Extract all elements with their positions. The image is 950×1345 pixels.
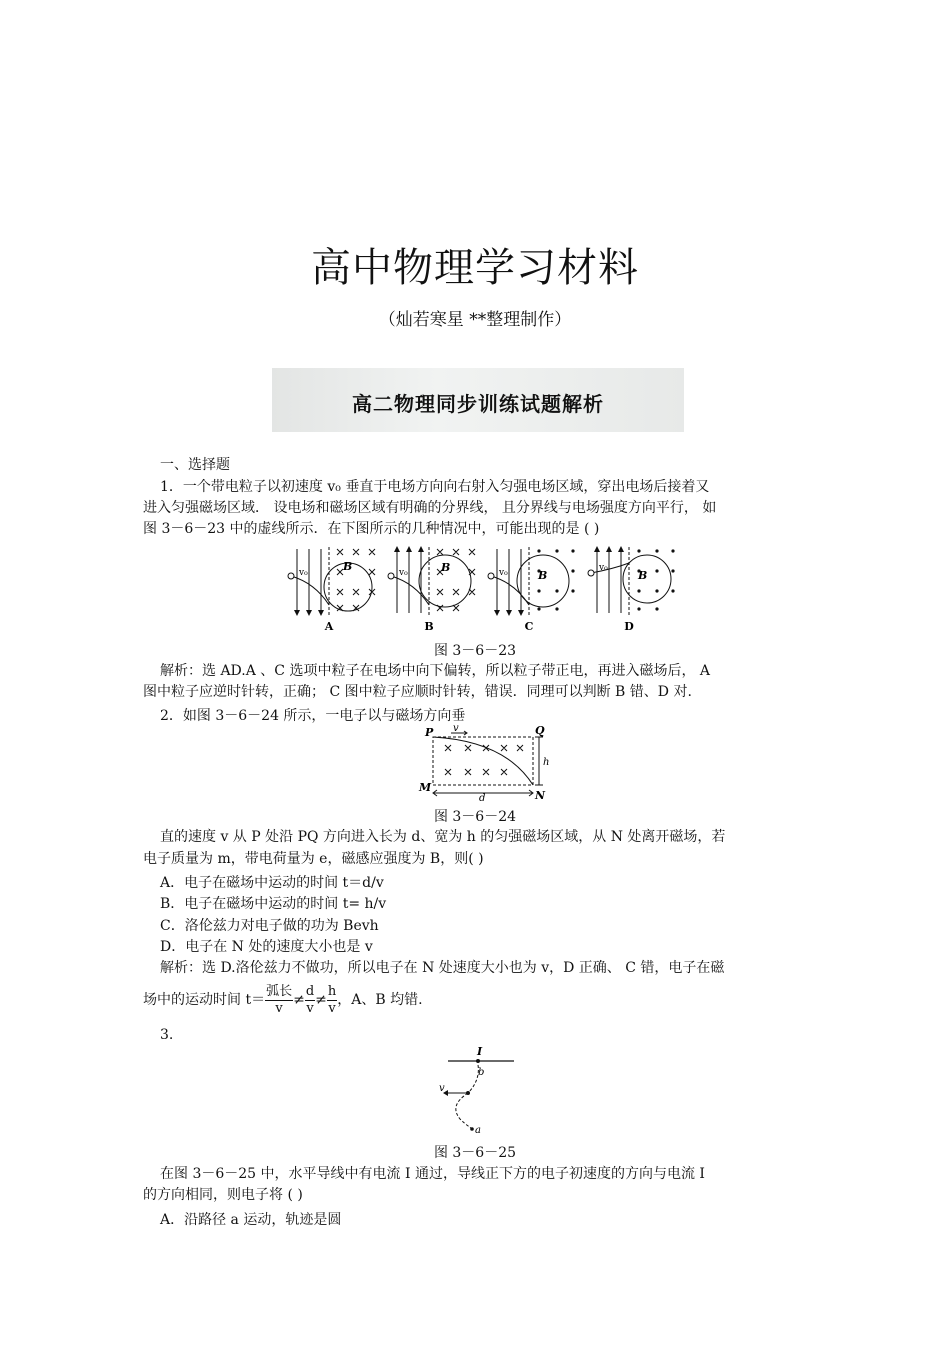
label-v: v — [439, 1083, 445, 1094]
label-b: b — [478, 1067, 485, 1078]
q2-stem-line3: 电子质量为 m，带电荷量为 e，磁感应强度为 B，则( ) — [143, 851, 484, 867]
option-label-b: B — [424, 620, 434, 633]
banner-image — [272, 368, 684, 432]
label-d: d — [479, 793, 486, 803]
option-label-d: D — [624, 620, 634, 633]
b-label-b: B — [441, 561, 451, 574]
figure-panel-b — [388, 547, 475, 633]
q2-option-b: B．电子在磁场中运动的时间 t= h/v — [160, 896, 387, 912]
label-h: h — [543, 757, 550, 768]
q2-option-c: C．洛伦兹力对电子做的功为 Bevh — [160, 918, 379, 934]
b-label-c: B — [538, 569, 548, 582]
q2-stem-line2: 直的速度 v 从 P 处沿 PQ 方向进入长为 d、宽为 h 的匀强磁场区域，从 N 处离开磁场，若 — [160, 829, 726, 845]
figure-3-6-24 — [415, 725, 555, 803]
q3-number: 3. — [160, 1027, 174, 1043]
neq-sign: ≠ — [293, 992, 305, 1008]
figure-caption-3-6-24: 图 3－6－24 — [433, 809, 517, 825]
label-v: v — [453, 725, 459, 734]
v0-label-c: v₀ — [499, 568, 508, 578]
q2-analysis-prefix: 场中的运动时间 t＝ — [143, 992, 266, 1008]
section-heading: 一、选择题 — [160, 457, 230, 473]
b-label-a: B — [343, 560, 353, 573]
q3-stem-line1: 在图 3－6－25 中，水平导线中有电流 I 通过，导线正下方的电子初速度的方向与电流 I — [160, 1166, 705, 1182]
q1-analysis-line2: 图中粒子应逆时针转，正确； C 图中粒子应顺时针转，错误．同理可以判断 B 错、D 对. — [143, 684, 692, 700]
q2-analysis-suffix: ，A、B 均错. — [337, 992, 423, 1008]
fraction-d-over-v: $\frac{d}{v}$ — [305, 983, 315, 1016]
label-p: P — [425, 726, 434, 739]
q1-line3: 图 3－6－23 中的虚线所示．在下图所示的几种情况中，可能出现的是 ( ) — [143, 521, 600, 537]
figure-caption-3-6-25: 图 3－6－25 — [433, 1145, 517, 1161]
fraction-h-over-v: $\frac{h}{v}$ — [327, 983, 337, 1016]
label-n: N — [535, 789, 546, 802]
q3-option-a: A．沿路径 a 运动，轨迹是圆 — [160, 1212, 342, 1228]
fraction-arc-over-v: $\frac{\text{弧长}}{v}$ — [266, 983, 293, 1016]
subtitle: （灿若寒星 **整理制作） — [378, 310, 572, 330]
v0-label-a: v₀ — [299, 568, 308, 578]
option-label-c: C — [524, 620, 534, 633]
q2-analysis-line1: 解析：选 D.洛伦兹力不做功，所以电子在 N 处速度大小也为 v，D 正确、 C 错，电子在磁 — [160, 960, 725, 976]
q2-option-a: A．电子在磁场中运动的时间 t＝d/v — [160, 875, 384, 891]
label-a: a — [475, 1125, 481, 1136]
figure-3-6-25 — [430, 1043, 520, 1137]
q1-analysis-line1: 解析：选 AD.A 、C 选项中粒子在电场中向下偏转，所以粒子带正电，再进入磁场后， A — [160, 663, 711, 679]
b-label-d: B — [638, 569, 648, 582]
figure-panel-d — [588, 547, 675, 633]
q2-analysis-line2 — [143, 980, 423, 1020]
q2-stem-line1: 2．如图 3－6－24 所示，一电子以与磁场方向垂 — [160, 708, 466, 724]
q2-option-d: D．电子在 N 处的速度大小也是 v — [160, 939, 373, 955]
figure-3-6-23 — [285, 543, 675, 635]
q1-line2: 进入匀强磁场区域． 设电场和磁场区域有明确的分界线， 且分界线与电场强度方向平行， 如 — [143, 500, 717, 516]
figure-caption-3-6-23: 图 3－6－23 — [433, 643, 517, 659]
main-title: 高中物理学习材料 — [311, 245, 639, 291]
option-label-a: A — [324, 620, 334, 633]
label-q: Q — [535, 725, 545, 737]
v0-label-d: v₀ — [599, 563, 608, 573]
v0-label-b: v₀ — [399, 568, 408, 578]
label-i: I — [477, 1045, 483, 1058]
q1-line1: 1．一个带电粒子以初速度 v₀ 垂直于电场方向向右射入匀强电场区域，穿出电场后接着又 — [160, 479, 710, 495]
q3-stem-line2: 的方向相同，则电子将 ( ) — [143, 1187, 303, 1203]
label-m: M — [419, 781, 432, 794]
banner-title: 高二物理同步训练试题解析 — [352, 392, 604, 416]
figure-panel-c — [488, 547, 575, 633]
figure-panel-a — [288, 547, 375, 633]
neq-sign: ≠ — [315, 992, 327, 1008]
